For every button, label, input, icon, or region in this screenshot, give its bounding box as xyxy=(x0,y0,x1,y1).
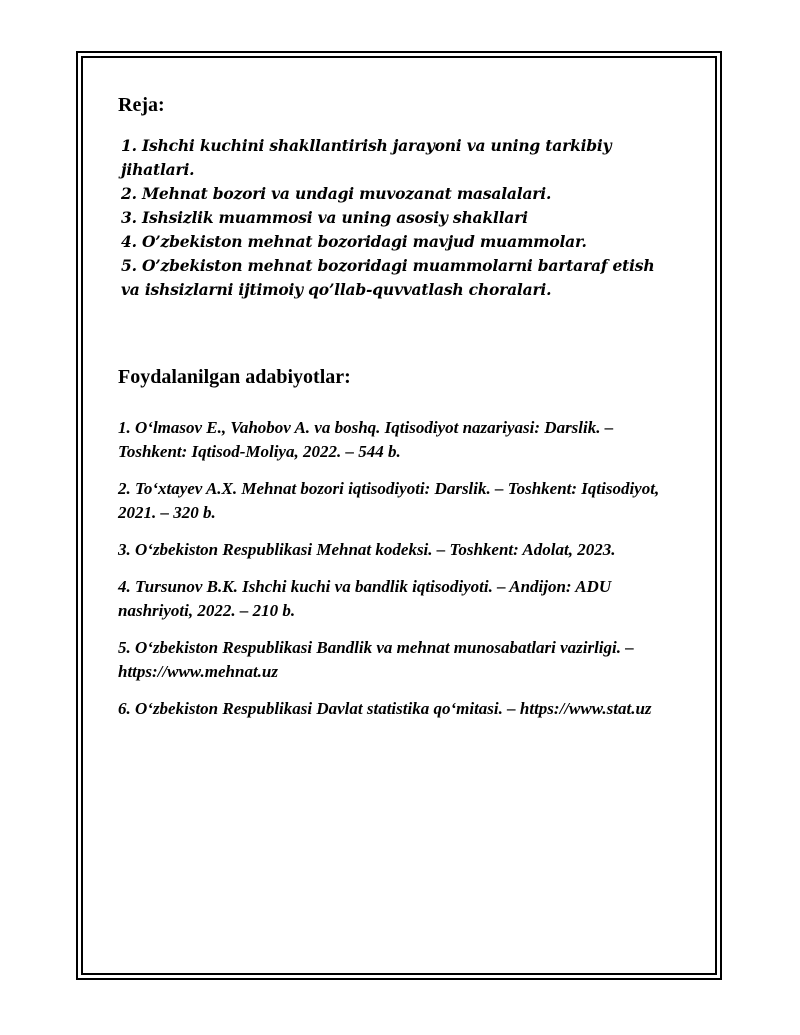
plan-item: 3. Ishsizlik muammosi va uning asosiy shakllari xyxy=(121,208,528,227)
reference-item: 4. Tursunov B.K. Ishchi kuchi va bandlik iqtisodiyoti. – Andijon: ADU nashriyoti, 2022. – 210 b. xyxy=(118,577,612,620)
reference-item: 3. O‘zbekiston Respublikasi Mehnat kodeksi. – Toshkent: Adolat, 2023. xyxy=(118,540,616,559)
references-list xyxy=(118,416,678,734)
document-content xyxy=(118,88,678,718)
reference-item: 1. O‘lmasov E., Vahobov A. va boshq. Iqtisodiyot nazariyasi: Darslik. – Toshkent: Iqtisod-Moliya, 2022. – 544 b. xyxy=(118,418,614,461)
plan-heading: Reja: xyxy=(118,94,165,116)
references-heading: Foydalanilgan adabiyotlar: xyxy=(118,366,351,388)
plan-item: 5. O’zbekiston mehnat bozoridagi muammolarni bartaraf etish va ishsizlarni ijtimoiy qo’llab-quvvatlash choralari. xyxy=(121,256,655,299)
reference-item: 5. O‘zbekiston Respublikasi Bandlik va mehnat munosabatlari vazirligi. – https://www.mehnat.uz xyxy=(118,638,634,681)
reference-item: 2. To‘xtayev A.X. Mehnat bozori iqtisodiyoti: Darslik. – Toshkent: Iqtisodiyot, 2021. – 320 b. xyxy=(118,479,660,522)
plan-list xyxy=(118,134,678,302)
reference-item: 6. O‘zbekiston Respublikasi Davlat statistika qo‘mitasi. – https://www.stat.uz xyxy=(118,699,652,718)
plan-item: 4. O’zbekiston mehnat bozoridagi mavjud muammolar. xyxy=(121,232,587,251)
plan-item: 2. Mehnat bozori va undagi muvozanat masalalari. xyxy=(121,184,552,203)
plan-item: 1. Ishchi kuchini shakllantirish jarayoni va uning tarkibiy jihatlari. xyxy=(121,136,612,179)
